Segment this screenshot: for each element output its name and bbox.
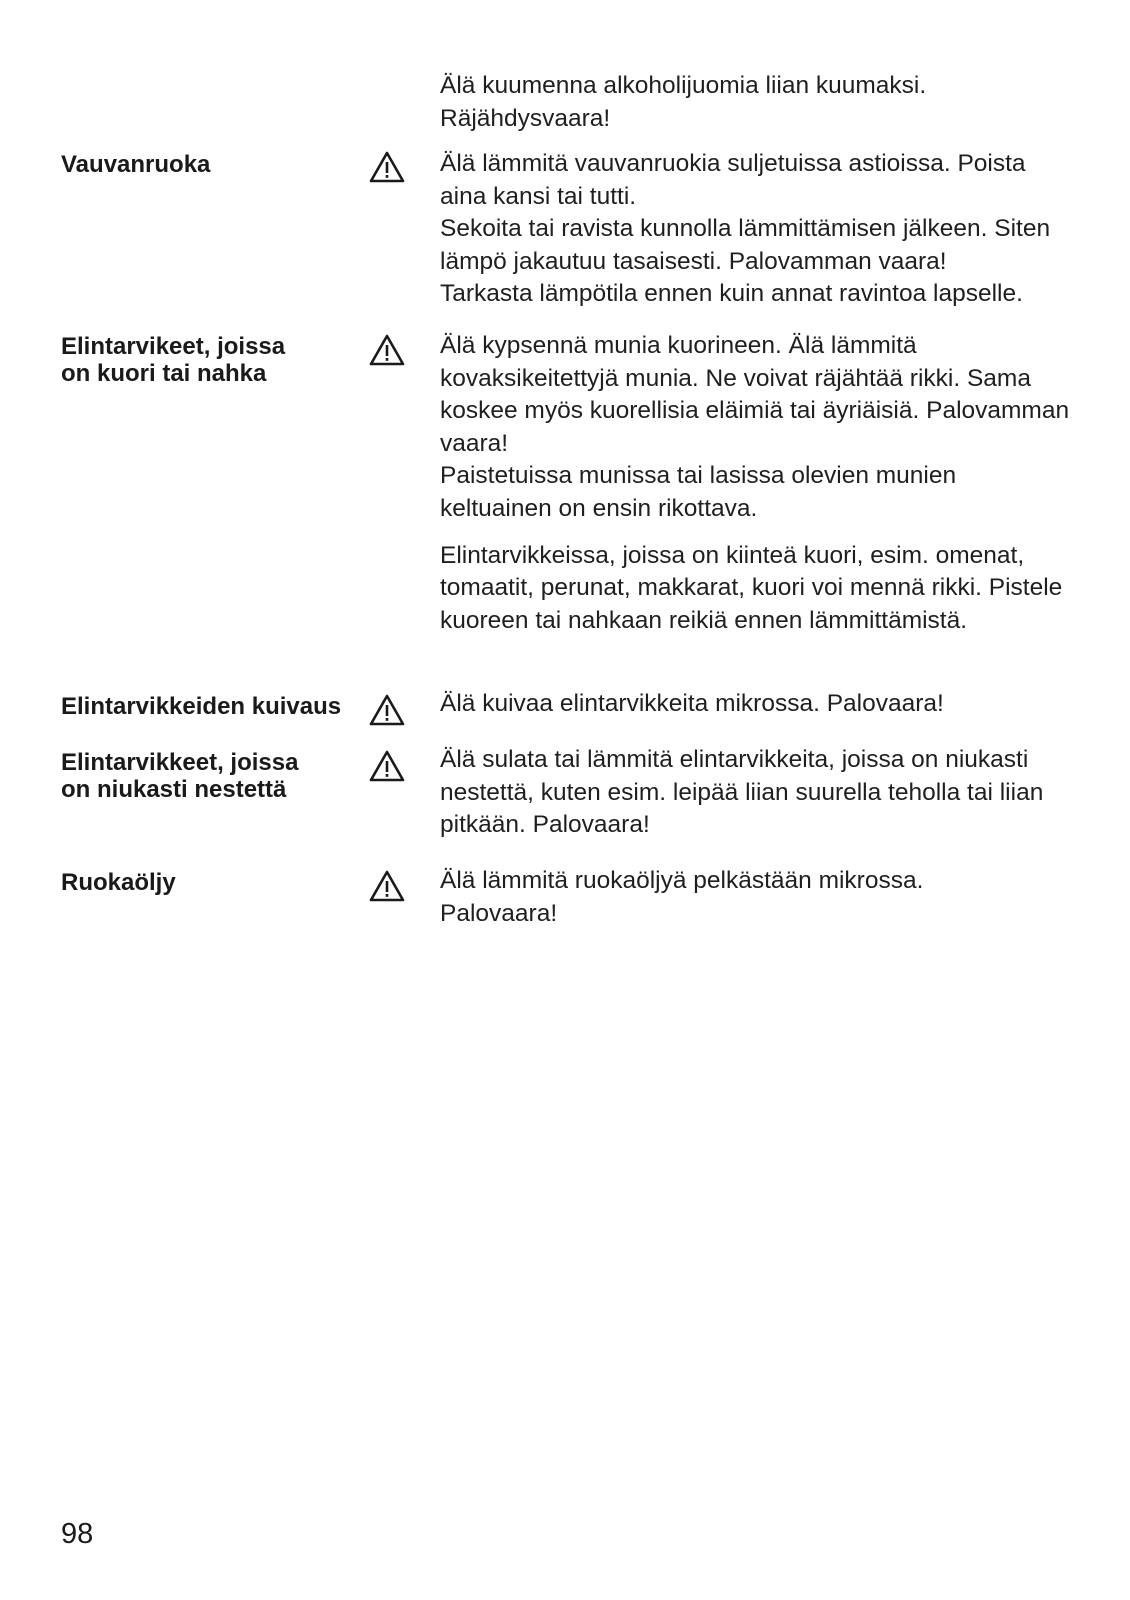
section-paragraph: Elintarvikkeissa, joissa on kiinteä kuori, esim. omenat, tomaatit, perunat, makkarat, kuori voi mennä rikki. Pistele kuoreen tai nahkaan reikiä ennen lämmittämistä. [440,541,1063,634]
section-label-line: Elintarvikkeiden kuivaus [61,693,342,720]
section-text-vauvanruoka [440,148,1110,311]
section-paragraph: Älä kuivaa elintarvikkeita mikrossa. Palovaara! [440,690,944,717]
warning-triangle-icon [368,333,406,367]
section-label-line: Ruokaöljy [61,869,176,896]
section-label-line: Vauvanruoka [61,151,211,178]
page-number: 98 [61,1518,94,1550]
section-text-kuori-nahka [440,330,1110,637]
section-label-line: Elintarvikeet, joissa [61,333,286,360]
section-label-line: on niukasti nestettä [61,776,287,803]
section-text-ruokaoljy [440,865,1110,930]
section-label-kuivaus [61,693,361,720]
section-label-vauvanruoka [61,151,361,178]
warning-triangle-icon [368,749,406,783]
section-paragraph: Älä kypsennä munia kuorineen. Älä lämmitä kovaksikeitettyjä munia. Ne voivat räjähtää rikki. Sama koskee myös kuorellisia eläimiä tai äyriäisiä. Palovamman vaara! [440,332,1070,457]
section-paragraph: Älä lämmitä ruokaöljyä pelkästään mikrossa. Palovaara! [440,867,924,927]
warning-triangle-icon [368,150,406,184]
section-label-line: Elintarvikkeet, joissa [61,749,299,776]
section-paragraph: Älä lämmitä vauvanruokia suljetuissa astioissa. Poista aina kansi tai tutti. [440,150,1026,210]
section-label-ruokaoljy [61,869,361,896]
section-label-line: on kuori tai nahka [61,360,267,387]
section-label-kuori-nahka [61,333,361,387]
warning-triangle-icon [368,869,406,903]
intro-text [440,70,1110,135]
section-paragraph: Sekoita tai ravista kunnolla lämmittämisen jälkeen. Siten lämpö jakautuu tasaisesti. Palovamman vaara! [440,215,1051,275]
section-paragraph: Tarkasta lämpötila ennen kuin annat ravintoa lapselle. [440,280,1023,308]
section-label-niukasti-nestetta [61,749,361,803]
intro-paragraph: Älä kuumenna alkoholijuomia liian kuumaksi. Räjähdysvaara! [440,72,927,132]
section-text-niukasti-nestetta [440,744,1110,842]
warning-triangle-icon [368,693,406,727]
section-text-kuivaus [440,688,1110,721]
section-paragraph: Paistetuissa munissa tai lasissa olevien munien keltuainen on ensin rikottava. [440,462,957,522]
section-paragraph: Älä sulata tai lämmitä elintarvikkeita, joissa on niukasti nestettä, kuten esim. leipää liian suurella teholla tai liian pitkään. Palovaara! [440,746,1044,839]
